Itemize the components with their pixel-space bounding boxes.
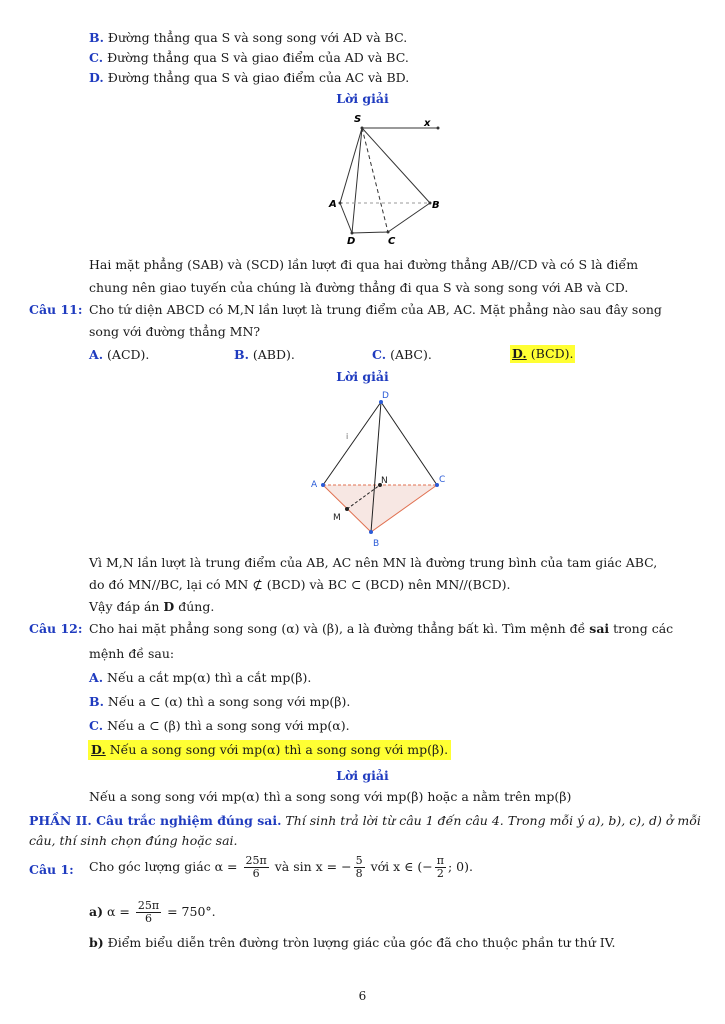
q11-option-a[interactable]: A. (ACD).	[89, 347, 150, 362]
c1-label: Câu 1:	[29, 862, 74, 877]
label-a: A	[311, 480, 318, 490]
label-i: i	[346, 432, 349, 441]
q12-option-d-correct[interactable]: D. Nếu a song song với mp(α) thì a song song với mp(β).	[88, 740, 451, 760]
q11-option-d-correct[interactable]: D. (BCD).	[512, 346, 574, 361]
edge-cb	[388, 203, 430, 232]
prev-explain-2: chung nên giao tuyến của chúng là đường thẳng đi qua S và song song với AB và CD.	[89, 280, 629, 295]
edge-ad	[340, 203, 352, 233]
c1-statement: Cho góc lượng giác α = $\frac{25\pi}{6}$ và sin x = − $\frac{5}{8}$ với x ∈ (− $\frac{\pi}{2}$ ; 0).	[89, 854, 473, 880]
label-m: M	[333, 513, 341, 523]
label-a: A	[329, 199, 337, 210]
q12-option-c[interactable]: C. Nếu a ⊂ (β) thì a song song với mp(α).	[89, 718, 350, 733]
edge-dc	[381, 402, 437, 485]
page-number: 6	[358, 989, 367, 1003]
q12-option-b[interactable]: B. Nếu a ⊂ (α) thì a song song với mp(β).	[89, 694, 351, 709]
label-d: D	[347, 236, 356, 247]
prev-option-d: D. Đường thẳng qua S và giao điểm của AC và BD.	[89, 70, 410, 85]
c1-frac-alpha: $\frac{25\pi}{6}$	[245, 854, 267, 880]
q11-explain-2: do đó MN//BC, lại có MN ⊄ (BCD) và BC ⊂ (BCD) nên MN//(BCD).	[89, 577, 511, 592]
pyramid-figure	[320, 108, 450, 248]
q11-explain-1: Vì M,N lần lượt là trung điểm của AB, AC nên MN là đường trung bình của tam giác ABC,	[89, 555, 658, 570]
prev-explain-1: Hai mặt phẳng (SAB) và (SCD) lần lượt đi qua hai đường thẳng AB//CD và có S là điểm	[89, 257, 639, 272]
c1-a-frac: $\frac{25\pi}{6}$	[137, 899, 160, 925]
edge-da	[323, 402, 381, 485]
q12-explain: Nếu a song song với mp(α) thì a song song với mp(β) hoặc a nằm trên mp(β)	[89, 789, 572, 804]
q11-answer: Vậy đáp án D đúng.	[89, 599, 215, 614]
label-c: C	[439, 475, 446, 485]
q11-option-b[interactable]: B. (ABD).	[234, 347, 295, 362]
prev-option-b: B. Đường thẳng qua S và song song với AD và BC.	[89, 30, 408, 45]
q12-solution-heading: Lời giải	[336, 768, 389, 783]
q11-option-c[interactable]: C. (ABC).	[372, 347, 432, 362]
point-x	[437, 127, 440, 130]
c1-frac-sin: $\frac{5}{8}$	[355, 854, 363, 880]
q12-label: Câu 12:	[29, 621, 83, 636]
label-b: B	[373, 539, 380, 549]
tetrahedron-figure	[305, 387, 455, 549]
part2-line2: câu, thí sinh chọn đúng hoặc sai.	[29, 833, 238, 848]
label-d: D	[382, 391, 389, 401]
label-x: x	[424, 118, 431, 129]
edge-sc	[362, 128, 388, 232]
edge-sb	[362, 128, 430, 203]
edge-dc	[352, 232, 388, 233]
q11-label: Câu 11:	[29, 302, 83, 317]
q12-option-a[interactable]: A. Nếu a cắt mp(α) thì a cắt mp(β).	[89, 670, 312, 685]
label-b: B	[432, 200, 440, 211]
c1-item-a: a) α = $\frac{25\pi}{6}$ = 750°.	[89, 899, 216, 925]
q11-line1: Cho tứ diện ABCD có M,N lần lượt là trung điểm của AB, AC. Mặt phẳng nào sau đây song	[89, 302, 662, 317]
c1-frac-pi: $\frac{\pi}{2}$	[436, 854, 444, 880]
prev-solution-heading: Lời giải	[336, 91, 389, 106]
q11-solution-heading: Lời giải	[336, 369, 389, 384]
label-s: S	[354, 114, 362, 125]
label-c: C	[388, 236, 396, 247]
q12-line2: mệnh đề sau:	[89, 646, 175, 661]
triangle-abc-fill	[323, 485, 437, 532]
q11-line2: song với đường thẳng MN?	[89, 324, 261, 339]
c1-item-b: b) Điểm biểu diễn trên đường tròn lượng giác của góc đã cho thuộc phần tư thứ IV.	[89, 935, 616, 950]
part2-line1: PHẦN II. Câu trắc nghiệm đúng sai. Thí sinh trả lời từ câu 1 đến câu 4. Trong mỗi ý a), b), c), d) ở mỗi	[29, 813, 701, 828]
label-n: N	[381, 476, 388, 486]
q12-line1: Cho hai mặt phẳng song song (α) và (β), a là đường thẳng bất kì. Tìm mệnh đề sai trong các	[89, 621, 674, 636]
prev-option-c: C. Đường thẳng qua S và giao điểm của AD và BC.	[89, 50, 409, 65]
